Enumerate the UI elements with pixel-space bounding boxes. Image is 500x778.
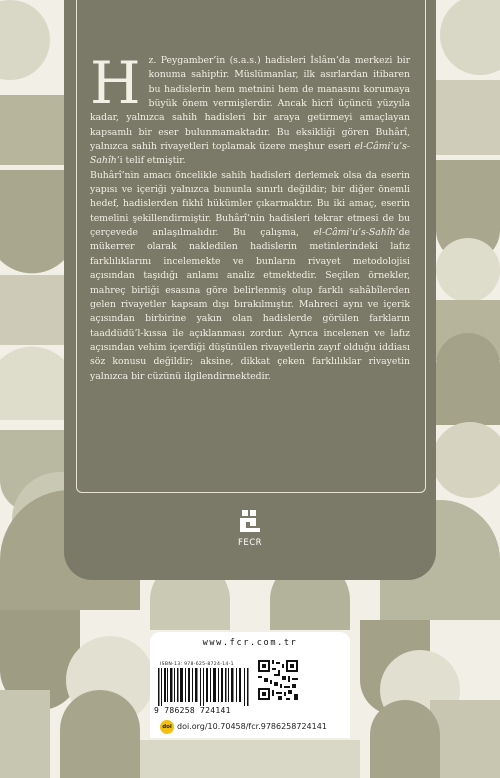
barcode-number: 9 786258 724141 (154, 706, 231, 715)
qr-code-icon (258, 660, 298, 700)
paragraph-1: Hz. Peygamber’in (s.a.s.) hadisleri İslâm’da merkezi bir konuma sahiptir. Müslümanlar, ilk asırlardan itibaren bu hadislerin hem metnini hem de manasını korumaya büyük önem vermişlerdir. Ancak hicrî üçüncü yüzyıla kadar, yalnızca sahih hadisleri bir araya getirmeyi amaçlayan kapsamlı bir eser bulunmamaktadır. Bu eksikliği gören Buhârî, yalnızca sahih rivayetleri toplamak üzere meşhur eseri el-Câmiʿu’s-Sahîh’i telif etmiştir. (90, 49, 410, 167)
back-cover-text (90, 49, 410, 384)
publisher-logo (230, 510, 270, 548)
doi-badge-icon: doi (160, 720, 174, 734)
fecr-logo-icon (238, 510, 262, 532)
paragraph-2: Buhârî’nin amacı öncelikle sahih hadisleri derlemek olsa da eserin yapısı ve içeriği yalnızca bununla sınırlı değildir; bir diğer önemli hedef, hadislerden fıkhî hükümler çıkarmaktır. Bu iki amaç, eserin temelini şekillendirmiştir. Buhârî’nin hadisleri tekrar etmesi de bu çerçevede anlaşılmalıdır. Bu çalışma, el-Câmiʿu’s-Sahîh’de mükerrer olarak nakledilen hadislerin metinlerindeki lafız farklılıklarını incelemekte ve bunların rivayet metodolojisi açısından taşıdığı anlamı analiz etmektedir. Seçilen örnekler, mahreç birliği esasına göre belirlenmiş olup farklı sahâbîlerden gelen rivayetler kapsam dışı bırakılmıştır. Mahreci aynı ve içerik açısından birbirine yakın olan hadislerde görülen farkların taaddüdü’l-kıssa ile açıklanması zordur. Ayrıca incelenen ve lafız açısından vehim içerdiği düşünülen rivayetlerin zayıf olduğu iddiası söz konusu değildir; aksine, dikkat çeken farklılıklar rivayetin yalnızca bir cüzünü ilgilendirmektedir. (90, 169, 410, 382)
doi-link[interactable]: doi.org/10.70458/fcr.9786258724141 (177, 722, 327, 731)
publisher-name: FECR (237, 538, 263, 548)
drop-cap: H (90, 49, 141, 117)
isbn-label: ISBN-13: 978-625-8724-14-1 (160, 662, 234, 667)
website-url: www.fcr.com.tr (202, 638, 298, 648)
barcode-icon (158, 668, 250, 706)
